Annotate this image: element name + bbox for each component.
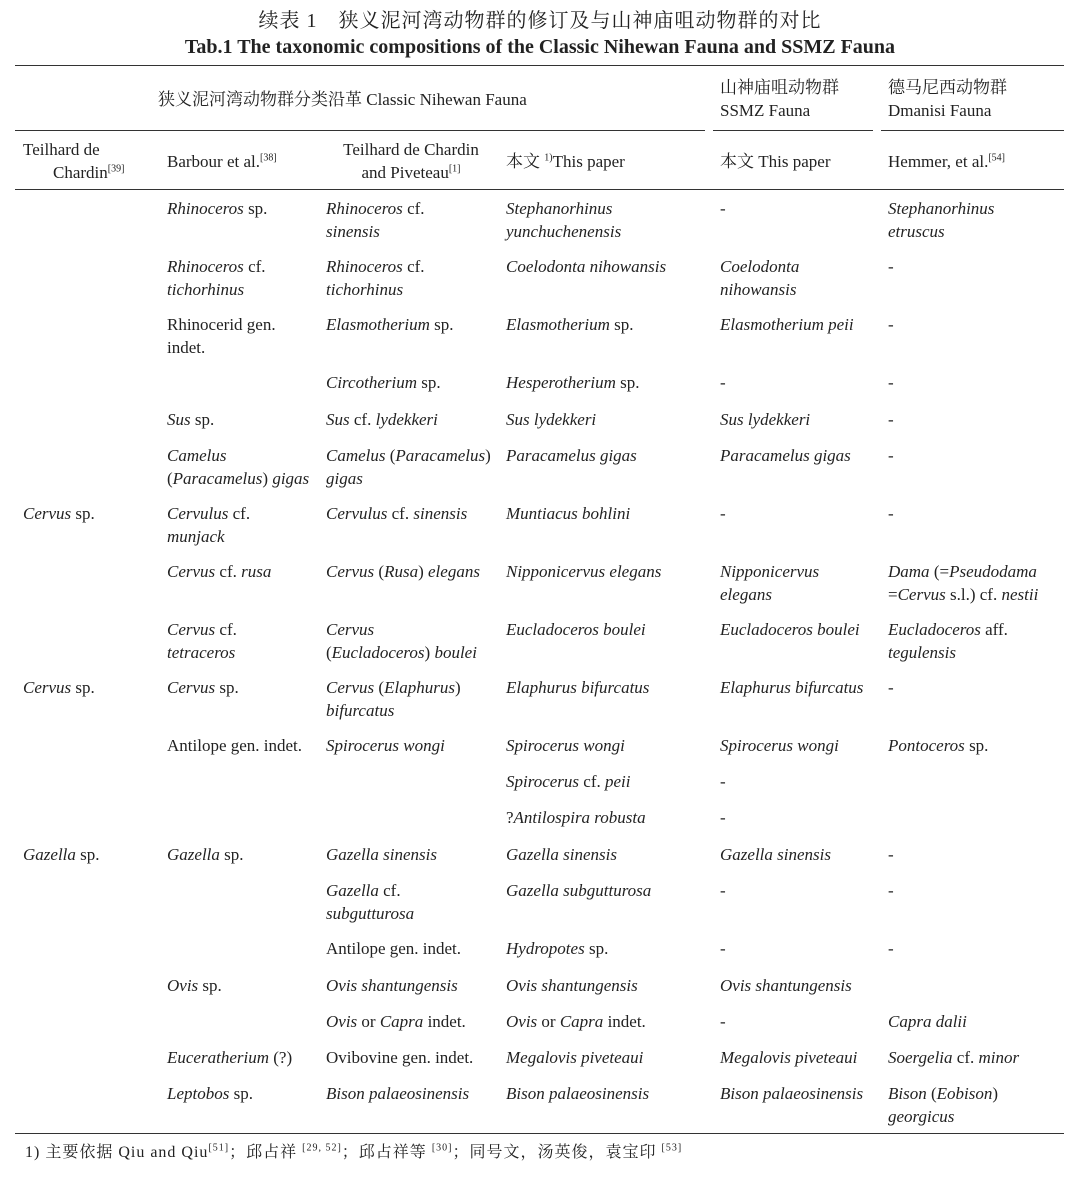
cell-barbour: Cervulus cf. munjack bbox=[167, 504, 251, 546]
cell-this-paper: Megalovis piveteaui bbox=[506, 1048, 644, 1067]
col-header-hemmer: Hemmer, et al.[54] bbox=[888, 152, 1006, 171]
cell-teilhard-piveteau: Ovibovine gen. indet. bbox=[326, 1048, 474, 1067]
group-rule-classic bbox=[15, 130, 705, 131]
bottom-rule bbox=[15, 1133, 1064, 1134]
cell-teilhard: Cervus sp. bbox=[23, 678, 95, 697]
cell-dmanisi: Soergelia cf. minor bbox=[888, 1048, 1020, 1067]
cell-teilhard-piveteau: Antilope gen. indet. bbox=[326, 939, 462, 958]
cell-teilhard-piveteau: Gazella sinensis bbox=[326, 845, 437, 864]
cell-dmanisi: - bbox=[888, 881, 894, 900]
cell-this-paper: Nipponicervus elegans bbox=[506, 562, 662, 581]
cell-this-paper: Elaphurus bifurcatus bbox=[506, 678, 650, 697]
cell-this-paper: Spirocerus cf. peii bbox=[506, 772, 631, 791]
col-header-barbour: Barbour et al.[38] bbox=[167, 152, 277, 171]
cell-barbour: Euceratherium (?) bbox=[167, 1048, 293, 1067]
cell-teilhard-piveteau: Ovis shantungensis bbox=[326, 976, 458, 995]
footnote: 1) 主要依据 Qiu and Qiu[51]；邱占祥 [29, 52]；邱占祥等 [30]；同号文，汤英俊，袁宝印 [53] bbox=[25, 1142, 683, 1161]
cell-dmanisi: Stephanorhinus etruscus bbox=[888, 199, 995, 241]
group-dmanisi-en: Dmanisi Fauna bbox=[888, 101, 992, 120]
cell-dmanisi: - bbox=[888, 373, 894, 392]
group-ssmz-cn: 山神庙咀动物群 bbox=[720, 78, 839, 97]
cell-dmanisi: - bbox=[888, 410, 894, 429]
cell-ssmz: - bbox=[720, 808, 726, 827]
cell-teilhard-piveteau: Cervulus cf. sinensis bbox=[326, 504, 468, 523]
cell-ssmz: Paracamelus gigas bbox=[720, 446, 851, 465]
cell-ssmz: - bbox=[720, 1012, 726, 1031]
cell-this-paper: Bison palaeosinensis bbox=[506, 1084, 650, 1103]
cell-barbour: Sus sp. bbox=[167, 410, 215, 429]
cell-barbour: Rhinocerid gen. indet. bbox=[167, 315, 276, 357]
cell-dmanisi: Capra dalii bbox=[888, 1012, 967, 1031]
cell-this-paper: Eucladoceros boulei bbox=[506, 620, 646, 639]
cell-teilhard-piveteau: Camelus (Paracamelus) gigas bbox=[326, 446, 491, 488]
cell-dmanisi: Eucladoceros aff. tegulensis bbox=[888, 620, 1008, 662]
cell-dmanisi: - bbox=[888, 504, 894, 523]
cell-this-paper: Paracamelus gigas bbox=[506, 446, 637, 465]
cell-dmanisi: Pontoceros sp. bbox=[888, 736, 989, 755]
cell-teilhard-piveteau: Sus cf. lydekkeri bbox=[326, 410, 438, 429]
group-rule-ssmz bbox=[713, 130, 873, 131]
cell-ssmz: Gazella sinensis bbox=[720, 845, 831, 864]
cell-teilhard-piveteau: Rhinoceros cf. tichorhinus bbox=[326, 257, 425, 299]
cell-ssmz: Bison palaeosinensis bbox=[720, 1084, 864, 1103]
cell-dmanisi: - bbox=[888, 315, 894, 334]
cell-ssmz: Sus lydekkeri bbox=[720, 410, 811, 429]
cell-dmanisi: - bbox=[888, 257, 894, 276]
caption-en: Tab.1 The taxonomic compositions of the Classic Nihewan Fauna and SSMZ Fauna bbox=[184, 36, 896, 58]
group-rule-dmanisi bbox=[881, 130, 1064, 131]
cell-barbour: Rhinoceros sp. bbox=[167, 199, 268, 218]
col-header-teilhard-piveteau: Teilhard de Chardin and Piveteau[1] bbox=[343, 140, 479, 182]
cell-this-paper: Stephanorhinus yunchuchenensis bbox=[506, 199, 622, 241]
cell-this-paper: Hesperotherium sp. bbox=[506, 373, 640, 392]
cell-teilhard-piveteau: Cervus (Rusa) elegans bbox=[326, 562, 480, 581]
group-classic-label: 狭义泥河湾动物群分类沿革 Classic Nihewan Fauna bbox=[158, 90, 527, 109]
cell-ssmz: - bbox=[720, 504, 726, 523]
group-dmanisi-cn: 德马尼西动物群 bbox=[888, 78, 1007, 97]
top-rule bbox=[15, 65, 1064, 66]
cell-ssmz: Elaphurus bifurcatus bbox=[720, 678, 864, 697]
cell-dmanisi: Dama (=Pseudodama =Cervus s.l.) cf. nestii bbox=[888, 562, 1039, 604]
cell-barbour: Ovis sp. bbox=[167, 976, 222, 995]
caption-cn: 续表 1 狭义泥河湾动物群的修订及与山神庙咀动物群的对比 bbox=[258, 10, 822, 32]
header-rule bbox=[15, 189, 1064, 190]
cell-ssmz: - bbox=[720, 939, 726, 958]
cell-ssmz: Megalovis piveteaui bbox=[720, 1048, 858, 1067]
cell-barbour: Camelus (Paracamelus) gigas bbox=[167, 446, 310, 488]
cell-this-paper: Sus lydekkeri bbox=[506, 410, 597, 429]
cell-ssmz: Spirocerus wongi bbox=[720, 736, 839, 755]
cell-ssmz: Eucladoceros boulei bbox=[720, 620, 860, 639]
cell-dmanisi: - bbox=[888, 678, 894, 697]
col-header-teilhard: Teilhard de Chardin[39] bbox=[23, 140, 125, 182]
cell-barbour: Rhinoceros cf. tichorhinus bbox=[167, 257, 266, 299]
cell-dmanisi: Bison (Eobison) georgicus bbox=[888, 1084, 999, 1126]
cell-this-paper: Gazella sinensis bbox=[506, 845, 617, 864]
group-dmanisi-label bbox=[888, 76, 1007, 122]
cell-barbour: Leptobos sp. bbox=[167, 1084, 253, 1103]
cell-ssmz: Coelodonta nihowansis bbox=[720, 257, 800, 299]
cell-dmanisi: - bbox=[888, 446, 894, 465]
cell-teilhard-piveteau: Elasmotherium sp. bbox=[326, 315, 454, 334]
cell-ssmz: Nipponicervus elegans bbox=[720, 562, 820, 604]
cell-teilhard: Gazella sp. bbox=[23, 845, 100, 864]
cell-teilhard-piveteau: Gazella cf. subgutturosa bbox=[326, 881, 415, 923]
cell-barbour: Cervus cf. rusa bbox=[167, 562, 272, 581]
cell-this-paper: Hydropotes sp. bbox=[506, 939, 609, 958]
cell-this-paper: Elasmotherium sp. bbox=[506, 315, 634, 334]
cell-teilhard-piveteau: Cervus (Elaphurus) bifurcatus bbox=[326, 678, 461, 720]
cell-barbour: Cervus cf. tetraceros bbox=[167, 620, 237, 662]
group-ssmz-label bbox=[720, 76, 839, 122]
cell-ssmz: Ovis shantungensis bbox=[720, 976, 852, 995]
cell-teilhard-piveteau: Spirocerus wongi bbox=[326, 736, 445, 755]
cell-barbour: Gazella sp. bbox=[167, 845, 244, 864]
cell-ssmz: - bbox=[720, 881, 726, 900]
cell-this-paper: Spirocerus wongi bbox=[506, 736, 625, 755]
cell-teilhard: Cervus sp. bbox=[23, 504, 95, 523]
cell-teilhard-piveteau: Ovis or Capra indet. bbox=[326, 1012, 466, 1031]
cell-this-paper: Coelodonta nihowansis bbox=[506, 257, 667, 276]
cell-ssmz: - bbox=[720, 199, 726, 218]
cell-teilhard-piveteau: Cervus (Eucladoceros) boulei bbox=[326, 620, 477, 662]
cell-teilhard-piveteau: Bison palaeosinensis bbox=[326, 1084, 470, 1103]
cell-ssmz: Elasmotherium peii bbox=[720, 315, 854, 334]
cell-this-paper: Ovis or Capra indet. bbox=[506, 1012, 646, 1031]
cell-ssmz: - bbox=[720, 373, 726, 392]
cell-this-paper: Ovis shantungensis bbox=[506, 976, 638, 995]
cell-teilhard-piveteau: Circotherium sp. bbox=[326, 373, 441, 392]
cell-this-paper: Muntiacus bohlini bbox=[506, 504, 631, 523]
cell-dmanisi: - bbox=[888, 939, 894, 958]
cell-teilhard-piveteau: Rhinoceros cf. sinensis bbox=[326, 199, 425, 241]
cell-barbour: Cervus sp. bbox=[167, 678, 239, 697]
col-header-this-paper: 本文 $^{1)}$This paper bbox=[506, 152, 625, 171]
group-ssmz-en: SSMZ Fauna bbox=[720, 101, 811, 120]
col-header-ssmz-this-paper: 本文 This paper bbox=[720, 152, 831, 171]
cell-this-paper: ?Antilospira robusta bbox=[506, 808, 646, 827]
cell-this-paper: Gazella subgutturosa bbox=[506, 881, 652, 900]
cell-barbour: Antilope gen. indet. bbox=[167, 736, 303, 755]
cell-dmanisi: - bbox=[888, 845, 894, 864]
cell-ssmz: - bbox=[720, 772, 726, 791]
